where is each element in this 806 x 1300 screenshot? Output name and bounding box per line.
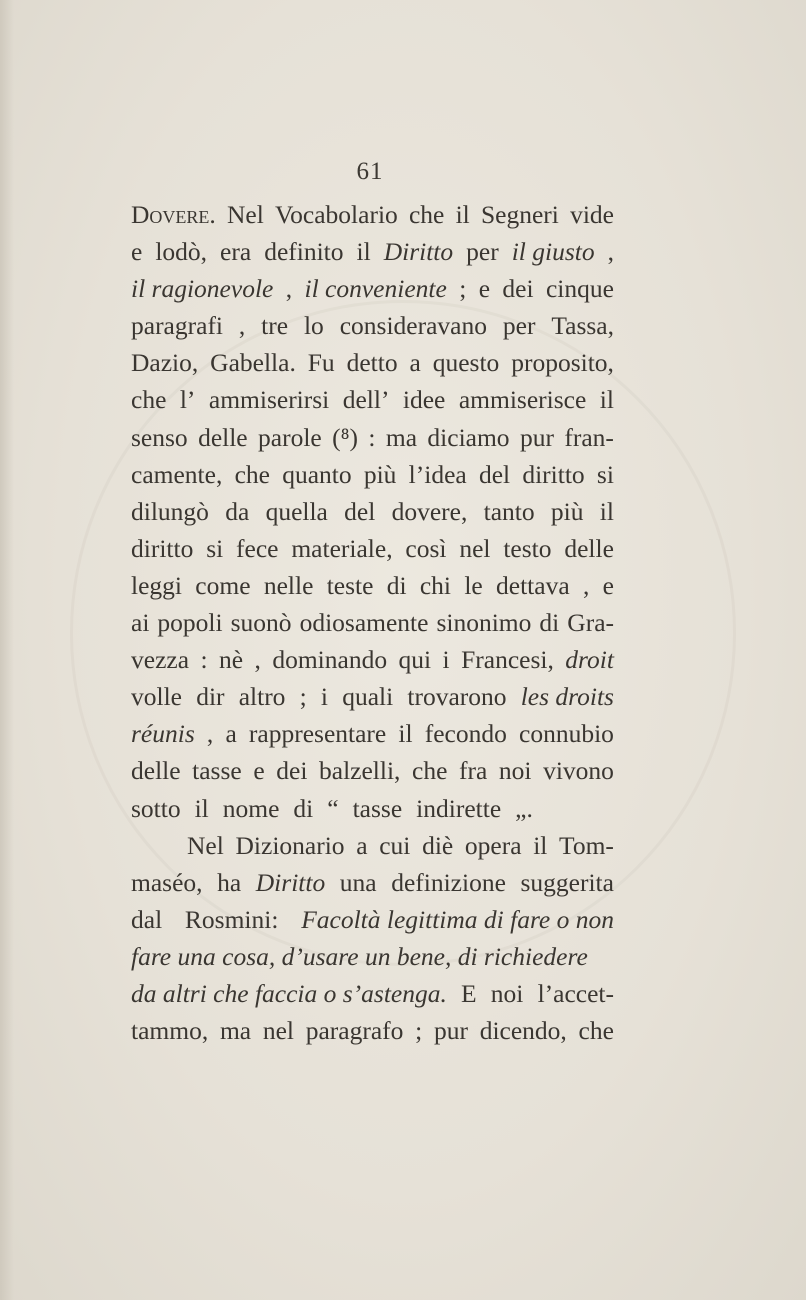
- text-line: [131, 604, 614, 641]
- word: che: [131, 385, 167, 415]
- text-line: [131, 938, 614, 975]
- word: fra: [459, 756, 488, 786]
- word: le: [464, 570, 483, 600]
- word: sinonimo: [436, 608, 532, 638]
- word: Diritto: [255, 867, 326, 897]
- text-line: [131, 901, 614, 938]
- text-line: [131, 381, 614, 418]
- text-line: [131, 530, 614, 567]
- word: il giusto: [511, 237, 595, 267]
- word: definizione: [391, 867, 506, 897]
- text-line: [131, 790, 614, 827]
- word: ,: [285, 274, 293, 304]
- word: Dovere.: [131, 200, 216, 229]
- text-line: [131, 270, 614, 307]
- word: diritto: [522, 459, 585, 489]
- word: il: [599, 496, 614, 526]
- text-line: [131, 456, 614, 493]
- word: les droits: [520, 682, 614, 712]
- word: nelle: [263, 570, 314, 600]
- word: Fu: [307, 348, 335, 378]
- word: da altri che faccia o s’astenga.: [131, 978, 447, 1008]
- word: il: [455, 200, 470, 229]
- word: fece: [236, 533, 279, 563]
- body-text: [131, 196, 614, 1049]
- word: ;: [299, 682, 307, 712]
- word: fecondo: [424, 719, 507, 749]
- word: vezza: [131, 645, 190, 675]
- word: i: [442, 645, 450, 675]
- word: era: [220, 237, 252, 267]
- word: e: [602, 570, 614, 600]
- word: ammiserirsi: [208, 385, 330, 415]
- word: „.: [515, 793, 533, 823]
- text-line: [131, 678, 614, 715]
- word: delle: [198, 422, 248, 452]
- word: più: [363, 459, 397, 489]
- paragraph-2: [131, 827, 614, 1050]
- word: cui: [379, 830, 411, 860]
- word: l’idea: [408, 459, 467, 489]
- word: droit: [565, 645, 614, 675]
- word: il: [533, 830, 548, 860]
- word: (⁸): [332, 422, 358, 452]
- word: odiosamente: [299, 608, 429, 638]
- text-line: [131, 975, 614, 1012]
- word: Diritto: [383, 237, 454, 267]
- word: leggi: [131, 570, 182, 600]
- word: ,: [607, 237, 614, 267]
- word: del: [478, 459, 511, 489]
- word: Dizionario: [235, 830, 345, 860]
- word: ai: [131, 608, 150, 638]
- word: tasse: [352, 793, 403, 823]
- word: trovarono: [407, 682, 507, 712]
- word: pur: [433, 1016, 468, 1046]
- word: il: [194, 793, 209, 823]
- word: quali: [342, 682, 394, 712]
- word: senso: [131, 422, 188, 452]
- word: di: [386, 570, 407, 600]
- word: e: [131, 237, 143, 267]
- word: vivono: [543, 756, 614, 786]
- word: che: [408, 200, 445, 229]
- word: chi: [419, 570, 452, 600]
- word: che: [234, 459, 270, 489]
- word: consideravano: [339, 311, 487, 341]
- word: teste: [326, 570, 374, 600]
- text-line: [131, 233, 614, 270]
- word: dell’: [342, 385, 390, 415]
- word: popoli: [157, 608, 223, 638]
- text-line: [131, 1012, 614, 1049]
- word: Segneri: [480, 200, 559, 229]
- text-line: [131, 827, 614, 864]
- word: delle: [564, 533, 614, 563]
- word: fare una cosa, d’usare un bene, di richiedere: [131, 941, 588, 971]
- word: Vocabolario: [275, 200, 398, 229]
- word: come: [195, 570, 251, 600]
- word: ammiserisce: [458, 385, 587, 415]
- word: per: [466, 237, 499, 267]
- word: Nel: [227, 200, 264, 229]
- word: idee: [402, 385, 446, 415]
- word: a: [409, 348, 421, 378]
- word: si: [206, 533, 224, 563]
- word: sotto: [131, 793, 181, 823]
- word: connubio: [519, 719, 614, 749]
- word: rappresentare: [248, 719, 387, 749]
- word: a: [225, 719, 237, 749]
- word: i: [320, 682, 328, 712]
- word: materiale,: [291, 533, 393, 563]
- word: di: [539, 608, 560, 638]
- word: “: [327, 793, 339, 823]
- text-line: [131, 641, 614, 678]
- word: ,: [254, 645, 261, 675]
- word: da: [225, 496, 250, 526]
- word: dicendo,: [479, 1016, 567, 1046]
- word: che: [412, 756, 448, 786]
- word: Francesi,: [461, 645, 554, 675]
- word: dal: [131, 904, 163, 934]
- word: ma: [219, 1016, 252, 1046]
- word: il: [356, 237, 371, 267]
- word: qui: [398, 645, 432, 675]
- word: altro: [238, 682, 286, 712]
- word: nel: [262, 1016, 294, 1046]
- word: di: [293, 793, 314, 823]
- word: indirette: [416, 793, 502, 823]
- word: vide: [570, 200, 614, 229]
- word: il ragionevole: [131, 274, 274, 304]
- word: dir: [196, 682, 225, 712]
- word: opera: [464, 830, 522, 860]
- word: tre: [261, 311, 289, 341]
- word: quella: [265, 496, 328, 526]
- text-line: [131, 307, 614, 344]
- word: ;: [459, 274, 467, 304]
- word: Tom-: [559, 830, 614, 860]
- word: e: [478, 274, 491, 304]
- word: parole: [258, 422, 322, 452]
- word: maséo,: [131, 867, 203, 897]
- word: noi: [498, 756, 532, 786]
- word: il: [398, 719, 413, 749]
- word: dominando: [272, 645, 388, 675]
- word: Gra-: [567, 608, 614, 638]
- word: delle: [131, 756, 181, 786]
- word: detto: [346, 348, 398, 378]
- word: :: [200, 645, 208, 675]
- word: nel: [459, 533, 491, 563]
- word: dei: [276, 756, 308, 786]
- word: nome: [222, 793, 280, 823]
- word: questo: [432, 348, 500, 378]
- word: ma: [385, 422, 418, 452]
- word: pur: [519, 422, 554, 452]
- word: ,: [238, 311, 246, 341]
- word: che: [578, 1016, 614, 1046]
- text-line: [131, 419, 614, 456]
- word: e: [253, 756, 265, 786]
- word: dei: [502, 274, 534, 304]
- word: noi: [490, 978, 524, 1008]
- text-line: [131, 752, 614, 789]
- word: del: [344, 496, 376, 526]
- word: nè: [219, 645, 244, 675]
- paragraph-1: [131, 196, 614, 827]
- word: lo: [303, 311, 324, 341]
- word: cinque: [545, 274, 614, 304]
- word: l’: [179, 385, 196, 415]
- word: diritto: [131, 533, 194, 563]
- word: proposito,: [511, 348, 614, 378]
- word: l’accet-: [537, 978, 614, 1008]
- word: suonò: [230, 608, 292, 638]
- word: ;: [415, 1016, 423, 1046]
- word: paragrafo: [305, 1016, 404, 1046]
- word: quanto: [282, 459, 352, 489]
- word: tasse: [192, 756, 242, 786]
- text-line: [131, 196, 614, 233]
- word: camente,: [131, 459, 223, 489]
- word: il conveniente: [304, 274, 447, 304]
- word: tanto: [483, 496, 535, 526]
- word: Dazio,: [131, 348, 199, 378]
- word: fran-: [564, 422, 614, 452]
- word: Rosmini:: [184, 904, 279, 934]
- word: ,: [206, 719, 214, 749]
- word: a: [356, 830, 368, 860]
- word: definito: [264, 237, 344, 267]
- word: una: [339, 867, 377, 897]
- word: testo: [503, 533, 552, 563]
- word: ,: [582, 570, 590, 600]
- word: Gabella.: [210, 348, 296, 378]
- word: così: [405, 533, 447, 563]
- word: E: [461, 978, 477, 1008]
- text-line: [131, 493, 614, 530]
- text-line: [131, 344, 614, 381]
- word: volle: [131, 682, 182, 712]
- word: Tassa,: [551, 311, 614, 341]
- word: dilungò: [131, 496, 209, 526]
- word: più: [550, 496, 584, 526]
- word: lodò,: [155, 237, 208, 267]
- word: per: [502, 311, 536, 341]
- word: Facoltà legittima di fare o non: [301, 904, 614, 934]
- word: diè: [422, 830, 454, 860]
- word: réunis: [131, 719, 195, 749]
- word: :: [368, 422, 376, 452]
- word: il: [599, 385, 614, 415]
- word: dettava: [496, 570, 570, 600]
- page-number: 61: [356, 158, 384, 185]
- word: diciamo: [427, 422, 510, 452]
- word: ha: [217, 867, 242, 897]
- text-line: [131, 715, 614, 752]
- text-line: [131, 567, 614, 604]
- page-edge-shadow: [0, 0, 14, 1300]
- text-line: [131, 864, 614, 901]
- word: suggerita: [520, 867, 614, 897]
- word: paragrafi: [131, 311, 224, 341]
- word: Nel: [187, 830, 224, 860]
- word: si: [596, 459, 614, 489]
- word: tammo,: [131, 1016, 209, 1046]
- word: dovere,: [391, 496, 468, 526]
- word: balzelli,: [319, 756, 401, 786]
